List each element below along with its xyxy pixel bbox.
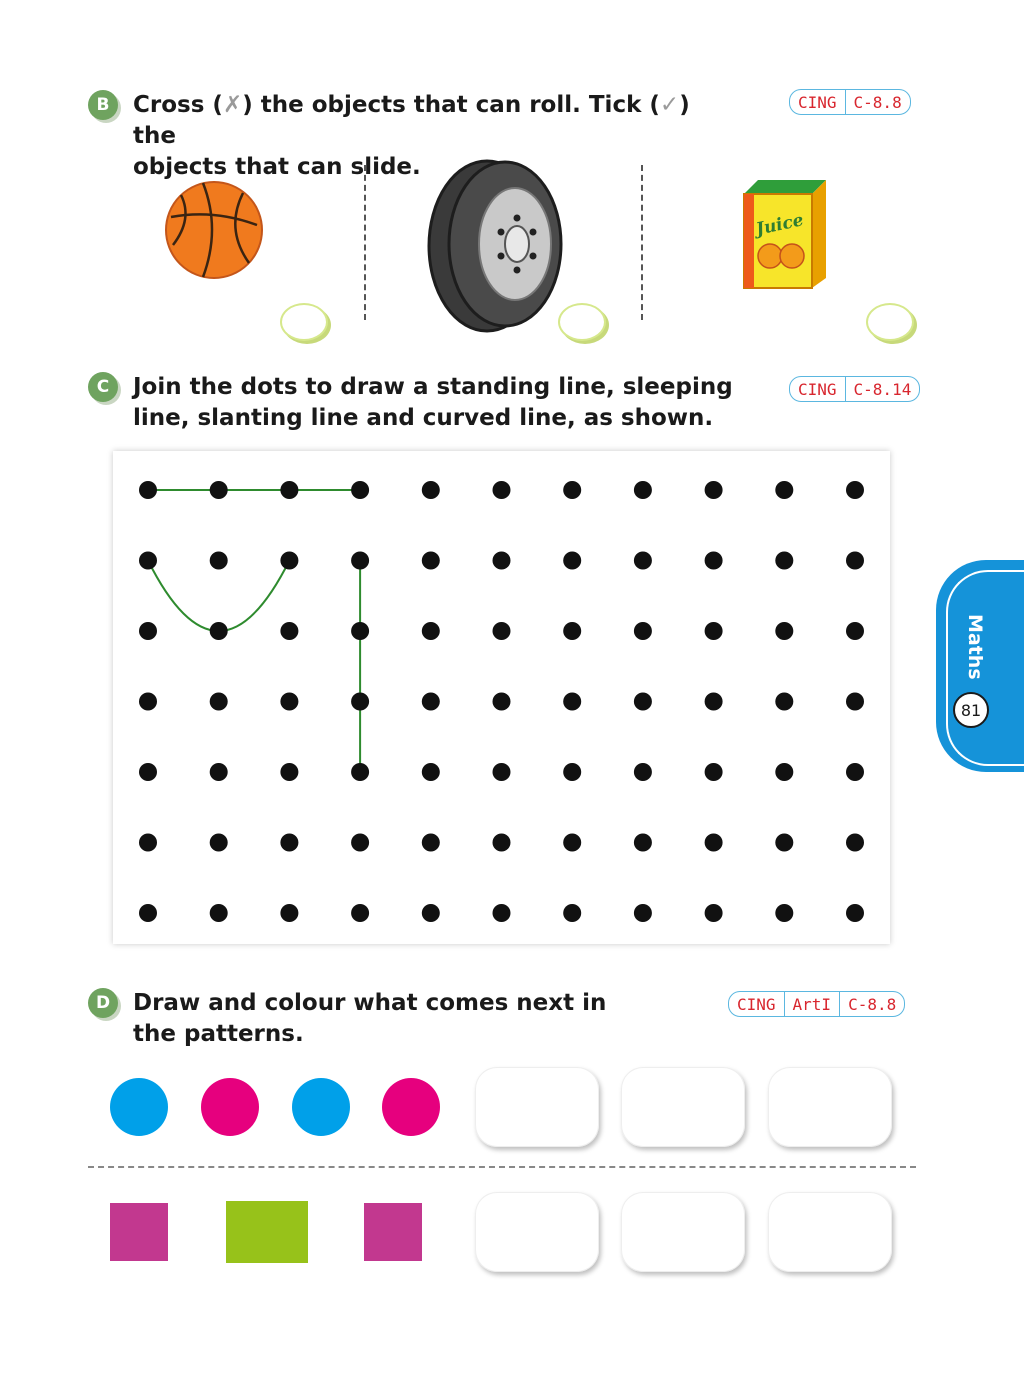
grid-dot[interactable]	[422, 904, 440, 922]
skill-tag: CING	[798, 379, 837, 399]
grid-dot[interactable]	[351, 834, 369, 852]
grid-dot[interactable]	[563, 481, 581, 499]
curved-line-example	[148, 561, 289, 632]
pattern-answer-box[interactable]	[475, 1192, 599, 1272]
skill-tags-d	[728, 991, 905, 1017]
skill-tag: CING	[798, 92, 837, 112]
pattern-square	[110, 1203, 168, 1261]
dot-grid[interactable]	[113, 451, 890, 944]
basketball-icon	[163, 179, 265, 281]
pattern-answer-box[interactable]	[475, 1067, 599, 1147]
answer-bubble[interactable]	[558, 303, 606, 341]
grid-dot[interactable]	[563, 693, 581, 711]
grid-dot[interactable]	[493, 834, 511, 852]
subject-label: Maths	[964, 614, 986, 680]
instruction-text: Cross (	[133, 92, 223, 118]
grid-dot[interactable]	[210, 552, 228, 570]
grid-dot[interactable]	[775, 552, 793, 570]
grid-dot[interactable]	[210, 622, 228, 640]
grid-dot[interactable]	[280, 904, 298, 922]
grid-dot[interactable]	[563, 763, 581, 781]
pattern-answer-box[interactable]	[768, 1192, 892, 1272]
grid-dot[interactable]	[351, 622, 369, 640]
skill-tag: C-8.14	[845, 377, 920, 401]
grid-dot[interactable]	[351, 904, 369, 922]
instruction-text: objects that can slide.	[133, 154, 421, 180]
cross-mark: ✗	[222, 92, 243, 118]
grid-dot[interactable]	[846, 552, 864, 570]
grid-dot[interactable]	[775, 622, 793, 640]
grid-dot[interactable]	[563, 834, 581, 852]
tick-mark: ✓	[659, 92, 680, 118]
pattern-divider	[88, 1166, 916, 1168]
grid-dot[interactable]	[139, 693, 157, 711]
grid-dot[interactable]	[493, 622, 511, 640]
dot-grid-panel[interactable]	[113, 451, 890, 944]
instruction-text: ) the	[133, 92, 690, 149]
instruction-text: line, slanting line and curved line, as shown.	[133, 405, 714, 431]
instruction-text: the patterns.	[133, 1021, 304, 1047]
grid-dot[interactable]	[634, 693, 652, 711]
skill-tag: C-8.8	[845, 90, 910, 114]
divider	[641, 165, 643, 320]
pattern-circle	[292, 1078, 350, 1136]
grid-dot[interactable]	[493, 693, 511, 711]
pattern-answer-box[interactable]	[621, 1067, 745, 1147]
section-b-badge: B	[88, 90, 118, 120]
grid-dot[interactable]	[705, 763, 723, 781]
tyre-icon	[417, 156, 567, 334]
grid-dot[interactable]	[139, 904, 157, 922]
grid-dot[interactable]	[280, 693, 298, 711]
grid-dot[interactable]	[422, 481, 440, 499]
grid-dot[interactable]	[775, 763, 793, 781]
grid-dot[interactable]	[210, 763, 228, 781]
grid-dot[interactable]	[775, 693, 793, 711]
grid-dot[interactable]	[139, 834, 157, 852]
grid-dot[interactable]	[846, 622, 864, 640]
answer-bubble[interactable]	[280, 303, 328, 341]
grid-dot[interactable]	[705, 552, 723, 570]
grid-dot[interactable]	[634, 552, 652, 570]
answer-bubble[interactable]	[866, 303, 914, 341]
grid-dot[interactable]	[422, 622, 440, 640]
grid-dot[interactable]	[139, 481, 157, 499]
instruction-text: ) the objects that can roll. Tick (	[242, 92, 660, 118]
grid-dot[interactable]	[351, 693, 369, 711]
grid-dot[interactable]	[705, 481, 723, 499]
grid-dot[interactable]	[705, 904, 723, 922]
grid-dot[interactable]	[210, 904, 228, 922]
grid-dot[interactable]	[422, 552, 440, 570]
grid-dot[interactable]	[634, 763, 652, 781]
grid-dot[interactable]	[634, 622, 652, 640]
grid-dot[interactable]	[422, 834, 440, 852]
grid-dot[interactable]	[634, 481, 652, 499]
pattern-square	[364, 1203, 422, 1261]
divider	[364, 165, 366, 320]
grid-dot[interactable]	[139, 763, 157, 781]
pattern-answer-box[interactable]	[621, 1192, 745, 1272]
skill-tag: CING	[737, 994, 776, 1014]
grid-dot[interactable]	[705, 693, 723, 711]
grid-dot[interactable]	[563, 904, 581, 922]
pattern-circle	[110, 1078, 168, 1136]
grid-dot[interactable]	[775, 834, 793, 852]
grid-dot[interactable]	[846, 763, 864, 781]
grid-dot[interactable]	[139, 622, 157, 640]
grid-dot[interactable]	[210, 693, 228, 711]
grid-dot[interactable]	[210, 481, 228, 499]
pattern-square	[226, 1201, 308, 1263]
grid-dot[interactable]	[280, 622, 298, 640]
juice-box-icon	[740, 174, 830, 292]
grid-dot[interactable]	[351, 552, 369, 570]
grid-dot[interactable]	[351, 481, 369, 499]
grid-dot[interactable]	[351, 763, 369, 781]
grid-dot[interactable]	[280, 481, 298, 499]
grid-dot[interactable]	[422, 693, 440, 711]
grid-dot[interactable]	[634, 904, 652, 922]
pattern-circle	[382, 1078, 440, 1136]
section-d-badge: D	[88, 988, 118, 1018]
grid-dot[interactable]	[493, 763, 511, 781]
grid-dot[interactable]	[634, 834, 652, 852]
section-d-instruction	[133, 988, 693, 1050]
grid-dot[interactable]	[705, 622, 723, 640]
grid-dot[interactable]	[846, 904, 864, 922]
grid-dot[interactable]	[705, 834, 723, 852]
grid-dot[interactable]	[139, 552, 157, 570]
grid-dot[interactable]	[846, 481, 864, 499]
instruction-text: Draw and colour what comes next in	[133, 990, 607, 1016]
grid-dot[interactable]	[775, 904, 793, 922]
grid-dot[interactable]	[210, 834, 228, 852]
grid-dot[interactable]	[280, 763, 298, 781]
grid-dot[interactable]	[563, 552, 581, 570]
grid-dot[interactable]	[493, 552, 511, 570]
skill-tags-c	[789, 376, 920, 402]
skill-tag: ArtI	[784, 992, 840, 1016]
skill-tags-b	[789, 89, 911, 115]
grid-dot[interactable]	[280, 552, 298, 570]
grid-dot[interactable]	[846, 693, 864, 711]
grid-dot[interactable]	[493, 481, 511, 499]
instruction-text: Join the dots to draw a standing line, sleeping	[133, 374, 733, 400]
section-c-badge: C	[88, 372, 118, 402]
grid-dot[interactable]	[422, 763, 440, 781]
grid-dot[interactable]	[493, 904, 511, 922]
grid-dot[interactable]	[563, 622, 581, 640]
pattern-answer-box[interactable]	[768, 1067, 892, 1147]
skill-tag: C-8.8	[839, 992, 904, 1016]
page-number: 81	[953, 692, 989, 728]
juice-label: Juice	[754, 210, 806, 240]
grid-dot[interactable]	[846, 834, 864, 852]
grid-dot[interactable]	[775, 481, 793, 499]
section-c-instruction	[133, 372, 753, 434]
pattern-circle	[201, 1078, 259, 1136]
grid-dot[interactable]	[280, 834, 298, 852]
